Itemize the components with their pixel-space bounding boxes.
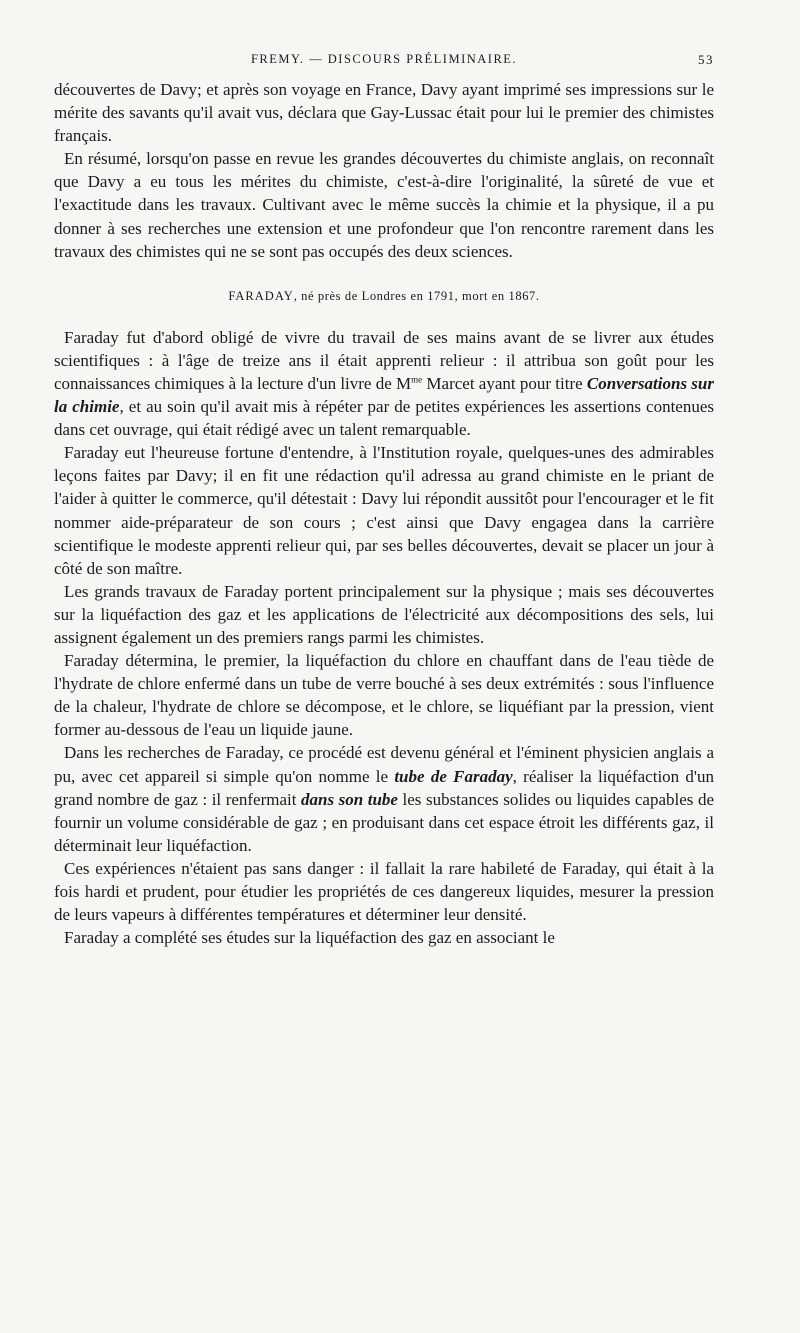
heading-detail: , né près de Londres en 1791, mort en 1867. bbox=[293, 288, 540, 303]
heading-name: FARADAY bbox=[228, 288, 294, 303]
paragraph-5: Les grands travaux de Faraday portent principalement sur la physique ; mais ses découvertes sur la liquéfaction des gaz et les applications de l'électricité aux décompositions des sels, lui assignent également un des premiers rangs parmi les chimistes. bbox=[54, 581, 714, 647]
p3-part3: , et au soin qu'il avait mis à répéter par de petites expériences les assertions contenues dans cet ouvrage, qui était rédigé avec un talent remarquable. bbox=[54, 397, 714, 440]
paragraph-1: découvertes de Davy; et après son voyage en France, Davy ayant imprimé ses impressions sur le mérite des savants qu'il avait vus, déclara que Gay-Lussac était pour lui le premier des chimistes français. bbox=[54, 80, 714, 146]
paragraph-8: Ces expériences n'étaient pas sans danger : il fallait la rare habileté de Faraday, qui était à la fois hardi et prudent, pour étudier les propriétés de ces dangereux liquides, mesurer la pression de leurs vapeurs à différentes températures et déterminer leur densité. bbox=[54, 858, 714, 925]
running-header bbox=[54, 52, 714, 78]
p7-part1: Dans les recherches de Faraday, ce procédé est devenu général et l'éminent physicien anglais a pu, avec cet appareil si simple qu'on nomme le bbox=[54, 743, 714, 786]
term-dans-son-tube: dans son tube bbox=[301, 789, 398, 809]
paragraph-2: En résumé, lorsqu'on passe en revue les grandes découvertes du chimiste anglais, on reconnaît que Davy a eu tous les mérites du chimiste, c'est-à-dire l'originalité, la sûreté de vue et l'exactitude dans les travaux. Cultivant avec le même succès la chimie et la physique, il a pu donner à ses recherches une extension et une profondeur que l'on rencontre rarement dans les travaux des chimistes qui ne se sont pas occupés des deux sciences. bbox=[54, 149, 714, 261]
paragraph-7 bbox=[54, 741, 714, 856]
paragraph-3 bbox=[54, 326, 714, 441]
p3-part1: Faraday fut d'abord obligé de vivre du travail de ses mains avant de se livrer aux études scientifiques : à l'âge de treize ans il était apprenti relieur : il attribua son goût pour les connaissances chimiques à la lecture d'un livre de M bbox=[54, 327, 714, 393]
p3-part2: Marcet ayant pour titre bbox=[422, 373, 587, 393]
p7-part3: les substances solides ou liquides capables de fournir un volume considérable de gaz ; en produisant dans cet espace étroit les différents gaz, il déterminait leur liquéfaction. bbox=[54, 789, 714, 855]
section-heading-faraday bbox=[54, 289, 714, 304]
page-number: 53 bbox=[698, 52, 714, 67]
paragraph-9: Faraday a complété ses études sur la liquéfaction des gaz en associant le bbox=[64, 928, 555, 948]
running-title: FREMY. — DISCOURS PRÉLIMINAIRE. bbox=[250, 52, 518, 66]
p7-part2: , réaliser la liquéfaction d'un grand nombre de gaz : il renfermait bbox=[54, 766, 714, 809]
paragraph-6: Faraday détermina, le premier, la liquéfaction du chlore en chauffant dans de l'eau tiède de l'hydrate de chlore enfermé dans un tube de verre bouché à ses deux extrémités : sous l'influence de la chaleur, l'hydrate de chlore se décompose, et le chlore, se liquéfiant par la pression, vient former au-dessous de l'eau un liquide jaune. bbox=[54, 651, 714, 740]
p3-superscript: me bbox=[411, 374, 423, 385]
book-title: Conversations sur la chimie bbox=[54, 373, 714, 417]
term-tube-de-faraday: tube de Faraday bbox=[394, 766, 513, 786]
paragraph-4: Faraday eut l'heureuse fortune d'entendre, à l'Institution royale, quelques-unes des admirables leçons faites par Davy; il en fit une rédaction qu'il adressa au grand chimiste en le priant de l'aider à quitter le commerce, qu'il détestait : Davy lui répondit aussitôt pour l'encourager et le fit nommer aide-préparateur de son cours ; c'est ainsi que Davy engagea dans la carrière scientifique le modeste apprenti relieur qui, par ses belles découvertes, devait se placer un jour à côté de son maître. bbox=[54, 443, 714, 578]
body-text bbox=[54, 78, 714, 949]
